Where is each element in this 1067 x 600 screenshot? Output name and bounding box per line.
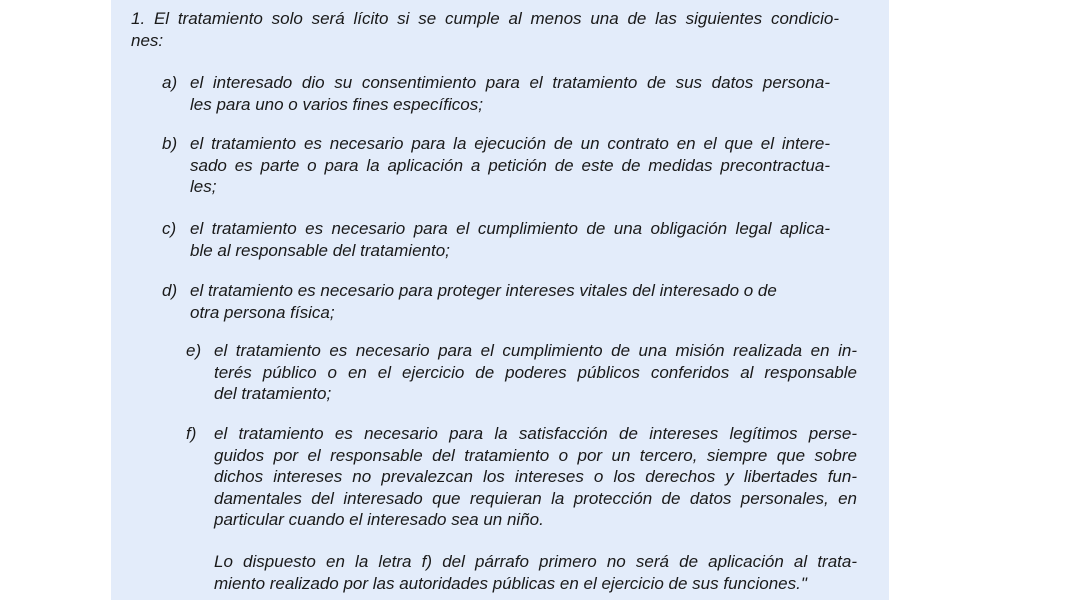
intro-paragraph [131, 8, 839, 51]
item-line: el tratamiento es necesario para la ejecución de un contrato en el que el intere- [190, 134, 830, 153]
item-marker-d: d) [162, 281, 178, 300]
item-e-text [214, 340, 857, 405]
item-line: el interesado dio su consentimiento para el tratamiento de sus datos persona- [190, 73, 830, 92]
item-line: terés público o en el ejercicio de poderes públicos conferidos al responsable [214, 362, 857, 382]
item-marker-b: b) [162, 134, 178, 153]
item-line: particular cuando el interesado sea un niño. [214, 510, 544, 530]
item-d-text [190, 280, 830, 323]
item-b-text [190, 133, 830, 198]
item-line: dichos intereses no prevalezcan los intereses o los derechos y libertades fun- [214, 467, 857, 487]
item-f-text [214, 423, 857, 531]
intro-line: 1. El tratamiento solo será lícito si se cumple al menos una de las siguientes condicio- [131, 9, 839, 28]
item-marker-f: f) [186, 424, 197, 443]
item-line: les para uno o varios fines específicos; [190, 94, 483, 114]
closing-line: miento realizado por las autoridades públicas en el ejercicio de sus funciones." [214, 573, 807, 593]
item-marker-c: c) [162, 219, 177, 238]
item-line: sado es parte o para la aplicación a petición de este de medidas precontractua- [190, 155, 830, 175]
item-marker-a: a) [162, 73, 178, 92]
closing-paragraph [214, 551, 857, 594]
item-line: el tratamiento es necesario para el cumplimiento de una misión realizada en in- [214, 341, 857, 360]
item-line: otra persona física; [190, 302, 335, 322]
item-line: ble al responsable del tratamiento; [190, 240, 450, 260]
item-c-text [190, 218, 830, 261]
item-marker-e: e) [186, 341, 202, 360]
item-line: el tratamiento es necesario para la satisfacción de intereses legítimos perse- [214, 424, 857, 443]
item-line: el tratamiento es necesario para proteger intereses vitales del interesado o de [190, 281, 777, 300]
item-a-text [190, 72, 830, 115]
item-line: del tratamiento; [214, 384, 332, 404]
item-line: damentales del interesado que requieran la protección de datos personales, en [214, 488, 857, 508]
item-line: les; [190, 177, 217, 197]
intro-line: nes: [131, 30, 164, 50]
item-line: el tratamiento es necesario para el cumplimiento de una obligación legal aplica- [190, 219, 830, 238]
closing-line: Lo dispuesto en la letra f) del párrafo primero no será de aplicación al trata- [214, 552, 857, 571]
item-line: guidos por el responsable del tratamiento o por un tercero, siempre que sobre [214, 445, 857, 465]
